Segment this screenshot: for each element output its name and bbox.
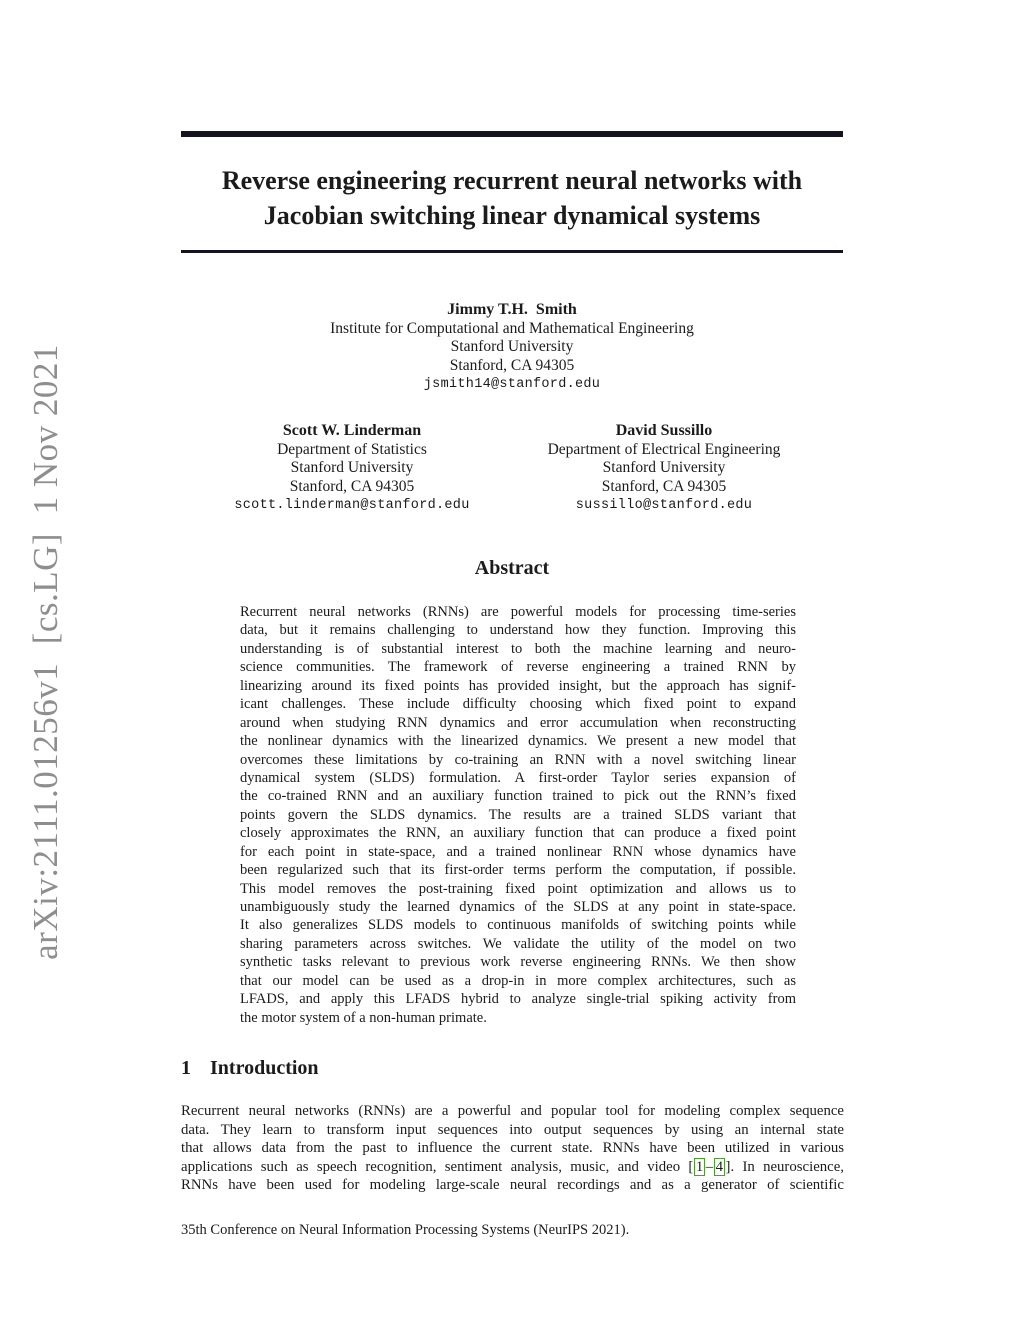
conference-footnote: 35th Conference on Neural Information Processing Systems (NeurIPS 2021). bbox=[181, 1222, 630, 1238]
text-span: – bbox=[705, 1158, 714, 1175]
text-line: Recurrent neural networks (RNNs) are a powerful and popular tool for modeling complex sequence bbox=[181, 1103, 844, 1119]
author-email: scott.linderman@stanford.edu bbox=[234, 497, 470, 513]
paper-title-line1: Reverse engineering recurrent neural networks with bbox=[221, 166, 803, 195]
section-heading-introduction bbox=[181, 1057, 319, 1080]
author-block-sussillo bbox=[514, 422, 814, 516]
abstract-text bbox=[240, 603, 796, 1027]
text-line: icant challenges. These include difficulty choosing which fixed point to expand bbox=[240, 696, 796, 713]
text-line: understanding is of substantial interest to both the machine learning and neuro- bbox=[240, 640, 796, 657]
text-span: ]. In neuroscience, bbox=[725, 1158, 844, 1175]
text-line: data, but it remains challenging to understand how they function. Improving this bbox=[240, 622, 796, 639]
section-title: Introduction bbox=[210, 1057, 319, 1079]
text-line: the motor system of a non-human primate. bbox=[240, 1009, 487, 1026]
author-affiliation: Department of Statistics bbox=[277, 440, 427, 458]
text-line: points govern the SLDS dynamics. The results are a trained SLDS variant that bbox=[240, 806, 796, 823]
text-line: linearizing around its fixed points has provided insight, but the approach has signif- bbox=[240, 677, 796, 694]
paper-title-line2: Jacobian switching linear dynamical systems bbox=[263, 201, 761, 230]
text-line: It also generalizes SLDS models to continuous manifolds of switching points while bbox=[240, 917, 796, 934]
author-affiliation: Stanford, CA 94305 bbox=[289, 478, 415, 496]
abstract-heading: Abstract bbox=[474, 557, 550, 579]
text-line bbox=[181, 1158, 844, 1177]
text-line: that our model can be used as a drop-in in more complex architectures, such as bbox=[240, 972, 796, 989]
author-email: sussillo@stanford.edu bbox=[575, 497, 753, 513]
text-line: data. They learn to transform input sequences into output sequences by using an internal state bbox=[181, 1121, 844, 1138]
introduction-paragraph bbox=[181, 1102, 844, 1195]
text-line: Recurrent neural networks (RNNs) are powerful models for processing time-series bbox=[240, 604, 796, 620]
section-number: 1 bbox=[181, 1057, 191, 1079]
text-line: synthetic tasks relevant to previous work reverse engineering RNNs. We then show bbox=[240, 954, 796, 971]
text-line: LFADS, and apply this LFADS hybrid to analyze single-trial spiking activity from bbox=[240, 991, 796, 1008]
author-affiliation: Institute for Computational and Mathematical Engineering bbox=[330, 319, 694, 337]
author-name: Scott W. Linderman bbox=[282, 422, 422, 439]
text-span: applications such as speech recognition, sentiment analysis, music, and video [ bbox=[181, 1158, 694, 1175]
text-line: that allows data from the past to influence the current state. RNNs have been utilized in various bbox=[181, 1140, 844, 1156]
text-line: sharing parameters across switches. We validate the utility of the model on two bbox=[240, 935, 796, 952]
paper-title bbox=[181, 163, 843, 233]
author-name: David Sussillo bbox=[615, 422, 713, 439]
title-rule-top bbox=[181, 131, 843, 137]
author-affiliation: Stanford, CA 94305 bbox=[449, 357, 575, 375]
text-line: unambiguously study the learned dynamics of the SLDS at any point in state-space. bbox=[240, 899, 796, 915]
text-line: This model removes the post-training fixed point optimization and allows us to bbox=[240, 880, 796, 897]
author-affiliation: Stanford University bbox=[450, 338, 574, 356]
text-line: the nonlinear dynamics with the linearized dynamics. We present a new model that bbox=[240, 733, 796, 750]
author-affiliation: Department of Electrical Engineering bbox=[547, 440, 781, 458]
text-line: around when studying RNN dynamics and error accumulation when reconstructing bbox=[240, 714, 796, 731]
text-line: science communities. The framework of reverse engineering a trained RNN by bbox=[240, 659, 796, 676]
text-line: the co-trained RNN and an auxiliary function trained to pick out the RNN’s fixed bbox=[240, 788, 796, 805]
author-email: jsmith14@stanford.edu bbox=[423, 376, 601, 392]
text-line: dynamical system (SLDS) formulation. A first-order Taylor series expansion of bbox=[240, 769, 796, 786]
text-line: RNNs have been used for modeling large-scale neural recordings and as a generator of scientific bbox=[181, 1177, 844, 1193]
title-rule-bottom bbox=[181, 250, 843, 253]
author-affiliation: Stanford University bbox=[602, 459, 726, 477]
author-name: Jimmy T.H. Smith bbox=[447, 301, 577, 318]
text-line: been regularized such that its first-order terms perform the computation, if possible. bbox=[240, 862, 796, 879]
author-block-smith bbox=[181, 301, 843, 395]
text-line: closely approximates the RNN, an auxiliary function that can produce a fixed point bbox=[240, 825, 796, 842]
citation-link[interactable]: 4 bbox=[715, 1158, 724, 1175]
arxiv-watermark: arXiv:2111.01256v1 [cs.LG] 1 Nov 2021 bbox=[26, 344, 65, 960]
text-line: for each point in state-space, and a trained nonlinear RNN whose dynamics have bbox=[240, 843, 796, 860]
author-block-linderman bbox=[202, 422, 502, 516]
author-affiliation: Stanford University bbox=[290, 459, 414, 477]
author-affiliation: Stanford, CA 94305 bbox=[601, 478, 727, 496]
citation-link[interactable]: 1 bbox=[695, 1158, 704, 1175]
text-line: overcomes these limitations by co-training an RNN with a novel switching linear bbox=[240, 751, 796, 768]
